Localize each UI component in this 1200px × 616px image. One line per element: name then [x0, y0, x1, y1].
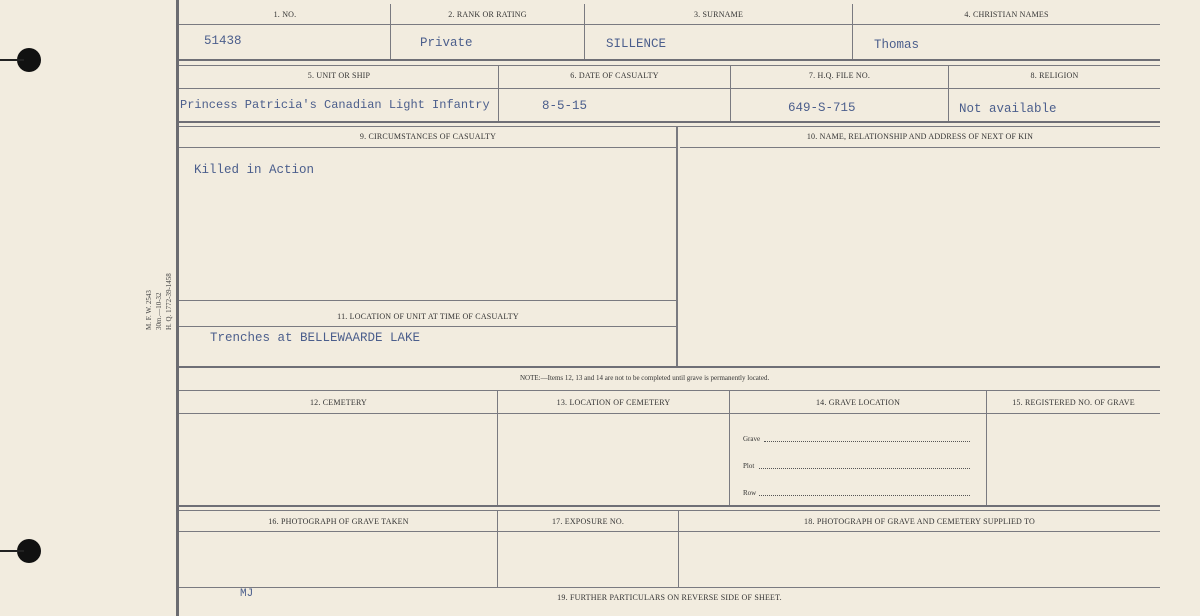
rule — [179, 65, 1160, 66]
label-hq-file-no: 7. H.Q. FILE NO. — [808, 71, 871, 80]
rule — [179, 147, 676, 148]
punch-hole-top-line — [0, 59, 24, 61]
rule — [729, 390, 730, 505]
value-hq-file-no: 649-S-715 — [788, 101, 856, 115]
margin-print-1: M. F. W. 2543 — [145, 290, 153, 330]
label-grave: Grave — [743, 435, 761, 443]
value-no: 51438 — [204, 34, 242, 48]
label-photograph-supplied: 18. PHOTOGRAPH OF GRAVE AND CEMETERY SUPPLIED TO — [804, 517, 1035, 526]
rule — [179, 300, 676, 301]
rule — [179, 366, 1160, 368]
rule — [179, 413, 1160, 414]
label-grave-location: 14. GRAVE LOCATION — [815, 398, 901, 407]
note: NOTE:—Items 12, 13 and 14 are not to be completed until grave is permanently located. — [520, 374, 770, 382]
label-next-of-kin: 10. NAME, RELATIONSHIP AND ADDRESS OF NEXT OF KIN — [806, 132, 1034, 141]
label-row: Row — [743, 489, 757, 497]
label-religion: 8. RELIGION — [1030, 71, 1079, 80]
rule — [676, 126, 678, 366]
value-rank: Private — [420, 36, 473, 50]
rule — [179, 88, 1160, 89]
value-surname: SILLENCE — [606, 37, 667, 51]
label-location-of-cemetery: 13. LOCATION OF CEMETERY — [556, 398, 671, 407]
margin-print-2: 30m.—10-32 — [155, 292, 163, 330]
value-location-of-unit: Trenches at BELLEWAARDE LAKE — [210, 331, 421, 345]
label-no: 1. NO. — [273, 10, 297, 19]
rule — [179, 59, 1160, 61]
label-registered-no: 15. REGISTERED NO. OF GRAVE — [1012, 398, 1135, 407]
rule — [179, 510, 1160, 511]
value-circumstances: Killed in Action — [194, 163, 315, 177]
rule — [497, 390, 498, 505]
label-date-of-casualty: 6. DATE OF CASUALTY — [570, 71, 659, 80]
label-photograph-taken: 16. PHOTOGRAPH OF GRAVE TAKEN — [268, 517, 409, 526]
rule — [179, 126, 1160, 127]
label-circumstances: 9. CIRCUMSTANCES OF CASUALTY — [359, 132, 497, 141]
form-left-border — [176, 0, 179, 616]
punch-hole-bottom-line — [0, 550, 24, 552]
rule — [179, 390, 1160, 391]
rule — [179, 587, 1160, 588]
rule — [179, 326, 676, 327]
rule — [986, 390, 987, 505]
row-line — [759, 495, 970, 496]
grave-line — [764, 441, 970, 442]
label-christian-names: 4. CHRISTIAN NAMES — [964, 10, 1049, 19]
rule — [680, 147, 1160, 148]
rule — [179, 24, 1160, 25]
rule — [179, 505, 1160, 507]
label-rank: 2. RANK OR RATING — [448, 10, 527, 19]
label-location-of-unit: 11. LOCATION OF UNIT AT TIME OF CASUALTY — [337, 312, 519, 321]
label-surname: 3. SURNAME — [693, 10, 744, 19]
value-date-of-casualty: 8-5-15 — [542, 99, 588, 113]
label-cemetery: 12. CEMETERY — [309, 398, 368, 407]
plot-line — [759, 468, 970, 469]
value-unit: Princess Patricia's Canadian Light Infantry — [180, 98, 490, 112]
rule — [179, 531, 1160, 532]
label-exposure-no: 17. EXPOSURE NO. — [551, 517, 625, 526]
label-unit: 5. UNIT OR SHIP — [307, 71, 371, 80]
label-further-particulars: 19. FURTHER PARTICULARS ON REVERSE SIDE OF SHEET. — [557, 593, 782, 602]
margin-print-3: H. Q. 1772-39-1458 — [165, 273, 173, 330]
label-plot: Plot — [743, 462, 755, 470]
rule — [179, 121, 1160, 123]
value-religion: Not available — [959, 102, 1057, 116]
initials: MJ — [240, 588, 254, 600]
value-christian-names: Thomas — [874, 38, 920, 52]
